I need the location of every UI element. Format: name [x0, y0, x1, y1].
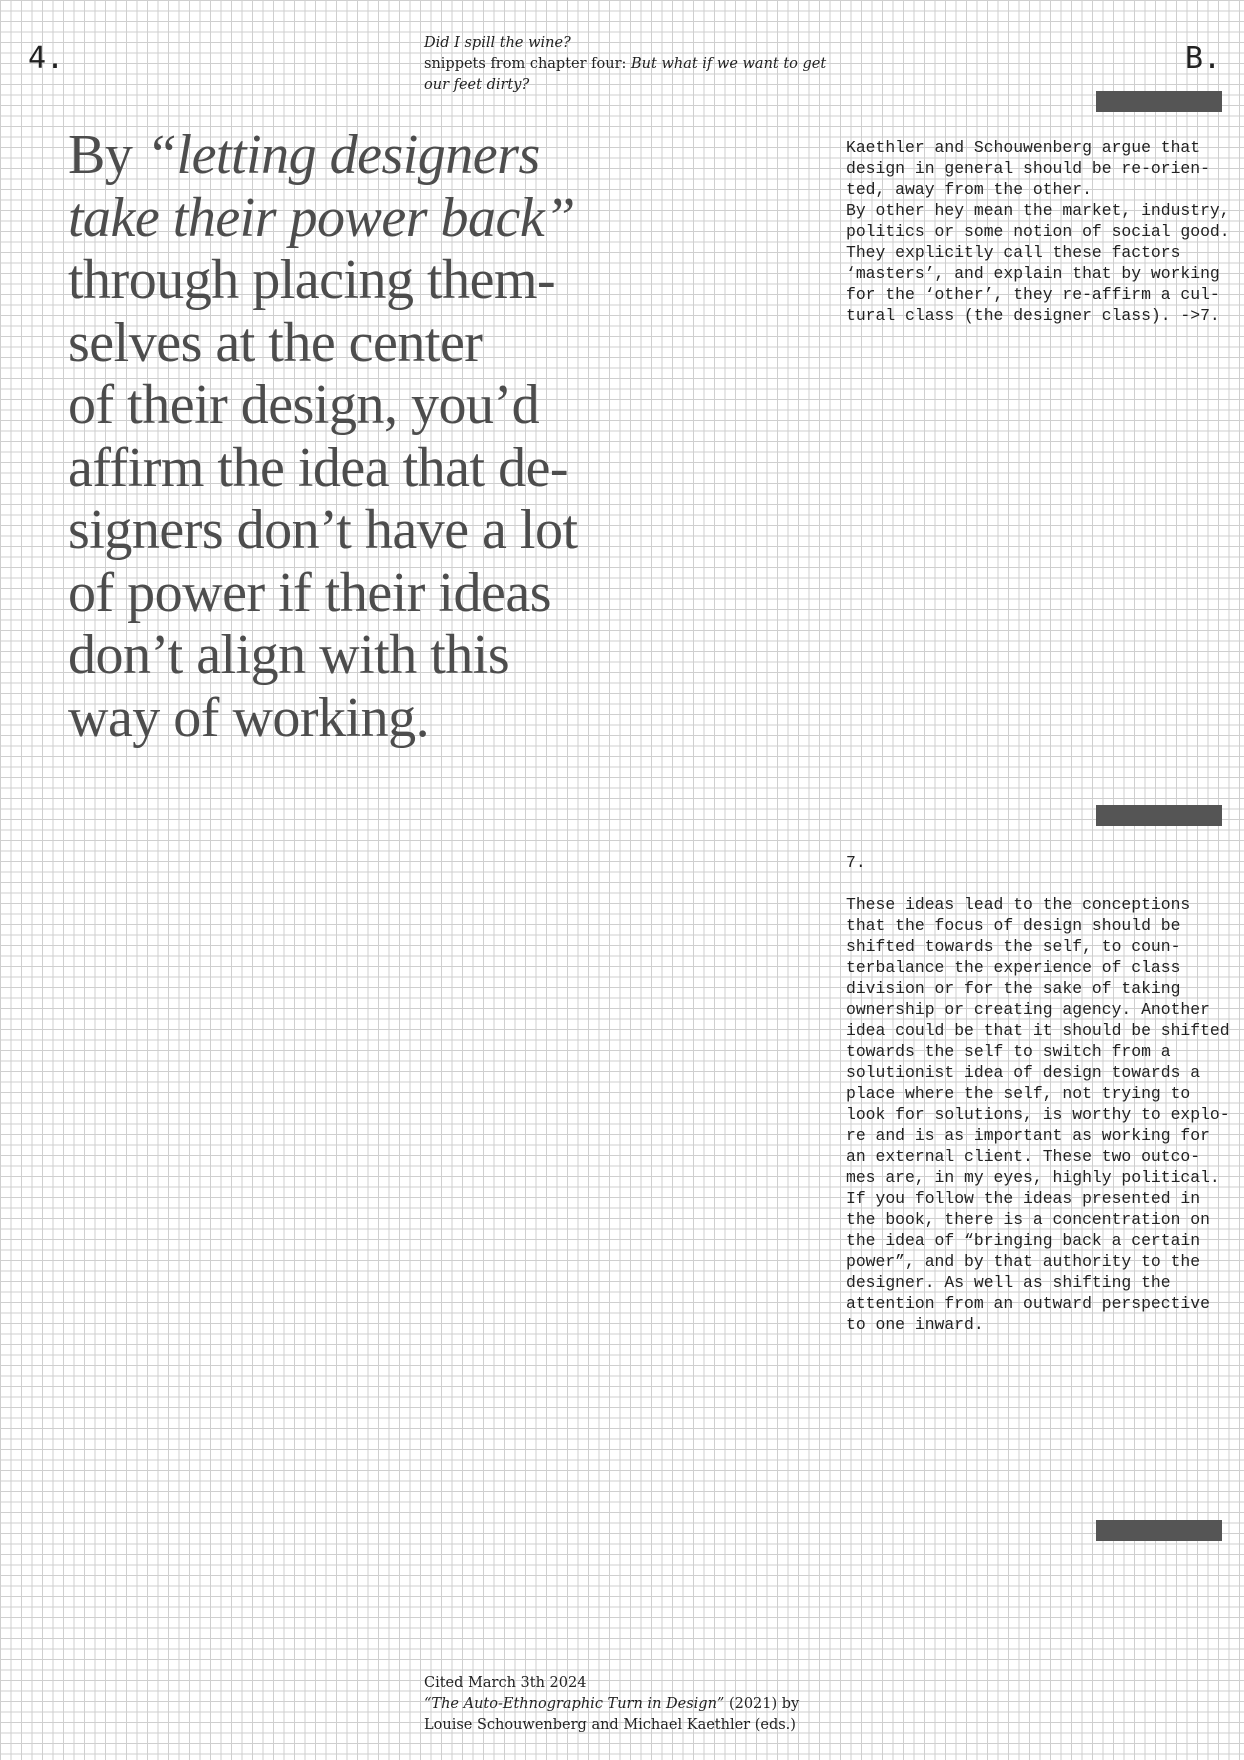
section-letter: B. — [1185, 41, 1222, 76]
header-subtitle-prefix: snippets from chapter four: — [424, 56, 632, 72]
pull-quote-body: through placing them- selves at the center of their design, you’d affirm the idea that de- signers don’t have a lot of power if their ideas don’t align with this way of working. — [68, 249, 578, 749]
note-top: Kaethler and Schouwenberg argue that design in general should be re-orien- ted, away from the other. By other hey mean the market, industry, politics or some notion of social good. They explicitly call these factors ‘masters’, and explain that by working for the ‘other’, they re-affirm a cul- tural class (the designer class). ->7. — [846, 138, 1230, 325]
pull-quote-opening: By — [68, 124, 146, 186]
footer-cited-date: Cited March 3th 2024 — [424, 1675, 587, 1691]
page-number: 4. — [28, 41, 65, 76]
note-seven-label: 7. — [846, 853, 866, 872]
divider-bar-middle — [1096, 805, 1222, 826]
footer-citation — [424, 1673, 844, 1736]
header-subtitle — [424, 54, 844, 75]
header-subtitle-italic-2: our feet dirty? — [424, 77, 530, 93]
divider-bar-top — [1096, 91, 1222, 112]
header-title: Did I spill the wine? — [424, 35, 571, 51]
footer-book-year: (2021) by — [724, 1696, 800, 1712]
note-seven-text: These ideas lead to the conceptions that the focus of design should be shifted towards the self, to coun- terbalance the experience of class division or for the sake of taking ownership or creating agency. Another idea could be that it should be shifted towards the self to switch from a solutionist idea of design towards a place where the self, not trying to look for solutions, is worthy to explo- re and is as important as working for an external client. These two outco- mes are, in my eyes, highly political. If you follow the ideas presented in the book, there is a concentration on the idea of “bringing back a certain power”, and by that authority to the designer. As well as shifting the attention from an outward perspective to one inward. — [846, 895, 1230, 1334]
pull-quote — [68, 124, 688, 749]
divider-bar-bottom — [1096, 1520, 1222, 1541]
footer-book — [424, 1694, 844, 1715]
header-subtitle-italic-1: But what if we want to get — [631, 56, 827, 72]
pull-quote-italic: “letting designers take their power back” — [68, 124, 575, 249]
page-header — [424, 33, 844, 96]
footer-authors: Louise Schouwenberg and Michael Kaethler (eds.) — [424, 1717, 796, 1733]
footer-book-title: “The Auto-Ethnographic Turn in Design” — [424, 1696, 725, 1712]
